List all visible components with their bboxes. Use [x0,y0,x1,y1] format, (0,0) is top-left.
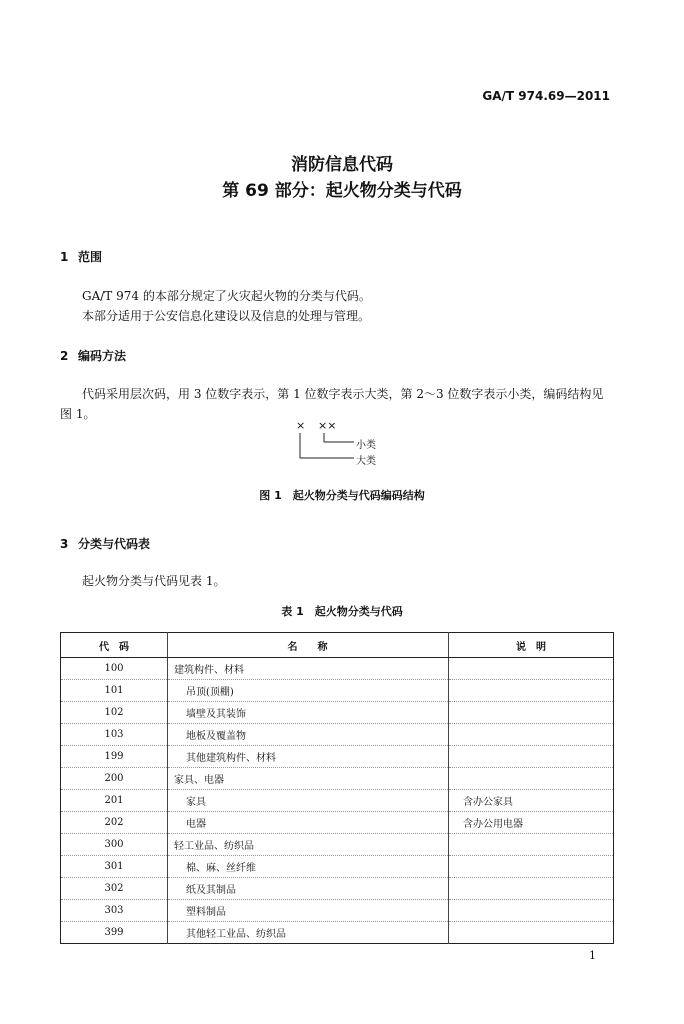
cell-code: 199 [61,746,168,768]
document-subtitle: 第 69 部分：起火物分类与代码 [222,181,462,201]
cell-note [449,702,614,724]
cell-note [449,922,614,944]
table-row [61,878,614,900]
cell-note [449,900,614,922]
cell-note [449,768,614,790]
cell-code: 399 [61,922,168,944]
table-row [61,856,614,878]
table-row [61,812,614,834]
document-title: 消防信息代码 [291,155,393,175]
column-header-name: 名 称 [168,633,449,658]
cell-code: 300 [61,834,168,856]
table-row [61,724,614,746]
coding-structure-figure [296,419,406,469]
section-3-heading [60,535,150,552]
table-caption: 表 1 起火物分类与代码 [281,605,403,618]
standard-code: GA/T 974.69—2011 [482,89,610,103]
section-1-paragraph-1: GA/T 974 的本部分规定了火灾起火物的分类与代码。 [82,289,371,303]
cell-code: 200 [61,768,168,790]
cell-name: 家具 [168,790,449,812]
cell-note [449,658,614,680]
section-title: 分类与代码表 [78,537,151,551]
table-row [61,702,614,724]
cell-note [449,680,614,702]
section-2-paragraph-line-1: 代码采用层次码，用 3 位数字表示，第 1 位数字表示大类，第 2～3 位数字表示小类，编码结构见 [82,387,604,401]
section-1-heading [60,248,102,265]
cell-name: 地板及覆盖物 [168,724,449,746]
section-2-heading [60,347,126,364]
cell-name: 棉、麻、丝纤维 [168,856,449,878]
cell-note [449,834,614,856]
major-digit-mark: × [296,419,306,432]
section-number: 3 [60,537,69,551]
section-1-paragraph-2: 本部分适用于公安信息化建设以及信息的处理与管理。 [82,309,371,323]
cell-code: 202 [61,812,168,834]
figure-caption: 图 1 起火物分类与代码编码结构 [259,489,425,502]
table-row [61,680,614,702]
cell-name: 家具、电器 [168,768,449,790]
cell-code: 103 [61,724,168,746]
cell-code: 100 [61,658,168,680]
minor-digit-mark: ×× [318,419,337,432]
cell-name: 其他建筑构件、材料 [168,746,449,768]
table-row [61,658,614,680]
cell-note [449,724,614,746]
cell-code: 102 [61,702,168,724]
section-number: 2 [60,349,69,363]
section-number: 1 [60,250,69,264]
table-row [61,922,614,944]
section-title: 编码方法 [78,349,127,363]
section-2-paragraph-line-2: 图 1。 [60,407,96,421]
section-3-paragraph-1: 起火物分类与代码见表 1。 [82,574,226,588]
coding-structure-lines [296,419,406,469]
cell-name: 塑料制品 [168,900,449,922]
minor-class-label: 小类 [356,440,376,451]
table-row [61,790,614,812]
cell-code: 303 [61,900,168,922]
table-row [61,746,614,768]
cell-code: 302 [61,878,168,900]
cell-name: 其他轻工业品、纺织品 [168,922,449,944]
table-row [61,834,614,856]
table-row [61,768,614,790]
cell-name: 墙壁及其装饰 [168,702,449,724]
cell-name: 纸及其制品 [168,878,449,900]
cell-note [449,878,614,900]
section-title: 范围 [78,250,103,264]
major-class-label: 大类 [356,456,376,467]
classification-table [60,632,614,944]
table-row [61,900,614,922]
cell-note: 含办公家具 [449,790,614,812]
cell-note: 含办公用电器 [449,812,614,834]
cell-name: 轻工业品、纺织品 [168,834,449,856]
cell-name: 建筑构件、材料 [168,658,449,680]
cell-name: 电器 [168,812,449,834]
cell-note [449,856,614,878]
cell-note [449,746,614,768]
column-header-code: 代 码 [61,633,168,658]
cell-code: 301 [61,856,168,878]
cell-code: 201 [61,790,168,812]
table-header-row [61,633,614,658]
cell-code: 101 [61,680,168,702]
page-number: 1 [589,949,596,962]
cell-name: 吊顶(顶棚) [168,680,449,702]
column-header-note: 说 明 [449,633,614,658]
